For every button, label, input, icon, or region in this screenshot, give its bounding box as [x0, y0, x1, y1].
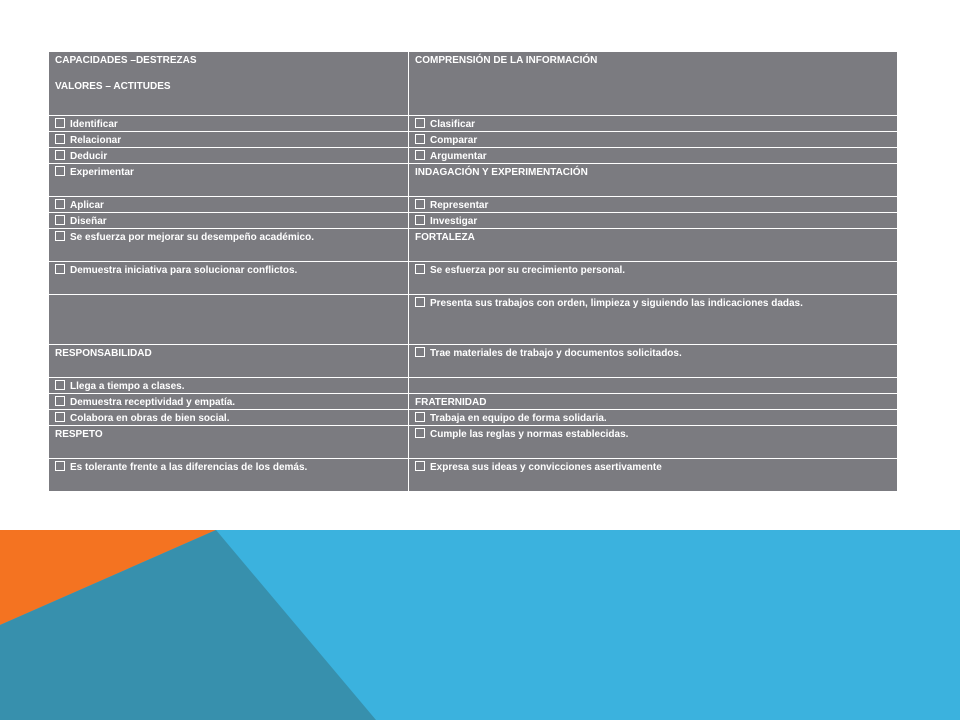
checkbox-bullet-icon — [415, 412, 425, 422]
table-cell-right — [409, 262, 898, 295]
cell-text: Identificar — [70, 119, 118, 130]
table-row — [49, 132, 898, 148]
checkbox-bullet-icon — [415, 347, 425, 357]
table-row — [49, 213, 898, 229]
table-cell-left — [49, 378, 409, 394]
cell-text: Trae materiales de trabajo y documentos solicitados. — [430, 348, 682, 359]
cell-text: Se esfuerza por mejorar su desempeño académico. — [70, 232, 314, 243]
cell-text: Investigar — [430, 216, 478, 227]
checkbox-bullet-icon — [415, 297, 425, 307]
table-cell-left — [49, 132, 409, 148]
checkbox-bullet-icon — [55, 380, 65, 390]
checkbox-bullet-icon — [55, 264, 65, 274]
table-cell-right — [409, 132, 898, 148]
table-cell-left — [49, 426, 409, 459]
cell-text: Representar — [430, 200, 489, 211]
cell-text: Relacionar — [70, 135, 122, 146]
table-cell-left — [49, 295, 409, 345]
cell-text: Clasificar — [430, 119, 476, 130]
table-cell-right — [409, 345, 898, 378]
table-cell-left — [49, 345, 409, 378]
cell-text: Demuestra receptividad y empatía. — [70, 397, 236, 408]
decorative-bottom-band — [0, 530, 960, 720]
cell-text: FORTALEZA — [415, 232, 475, 243]
table-row — [49, 295, 898, 345]
table-cell-right — [409, 116, 898, 132]
cell-text: Expresa sus ideas y convicciones asertivamente — [430, 462, 662, 473]
table-cell-right — [409, 295, 898, 345]
checkbox-bullet-icon — [415, 199, 425, 209]
cell-text: RESPETO — [55, 429, 103, 440]
table-cell-left — [49, 394, 409, 410]
checkbox-bullet-icon — [55, 412, 65, 422]
table-cell-right — [409, 378, 898, 394]
cell-text: FRATERNIDAD — [415, 397, 487, 408]
cell-text: RESPONSABILIDAD — [55, 348, 152, 359]
table-row — [49, 459, 898, 492]
cell-text: Se esfuerza por su crecimiento personal. — [430, 265, 626, 276]
checkbox-bullet-icon — [415, 150, 425, 160]
checkbox-bullet-icon — [55, 396, 65, 406]
table-cell-right — [409, 164, 898, 197]
table-cell-left — [49, 459, 409, 492]
table-cell-right — [409, 197, 898, 213]
table-cell-left — [49, 148, 409, 164]
cell-text: Presenta sus trabajos con orden, limpieza y siguiendo las indicaciones dadas. — [430, 298, 803, 309]
checkbox-bullet-icon — [55, 150, 65, 160]
checkbox-bullet-icon — [415, 134, 425, 144]
cell-text: Experimentar — [70, 167, 134, 178]
checkbox-bullet-icon — [55, 461, 65, 471]
table-cell-left — [49, 116, 409, 132]
table-cell-right — [409, 410, 898, 426]
table-row — [49, 345, 898, 378]
checkbox-bullet-icon — [55, 134, 65, 144]
table-cell-right — [409, 148, 898, 164]
cell-text: Diseñar — [70, 216, 107, 227]
table-row — [49, 148, 898, 164]
cell-text: Trabaja en equipo de forma solidaria. — [430, 413, 607, 424]
table-cell-left — [49, 410, 409, 426]
table-row — [49, 197, 898, 213]
checkbox-bullet-icon — [55, 166, 65, 176]
checkbox-bullet-icon — [415, 428, 425, 438]
header-cell-capacities — [49, 52, 409, 116]
cell-text: INDAGACIÓN Y EXPERIMENTACIÓN — [415, 167, 588, 178]
table-cell-right — [409, 229, 898, 262]
cell-text: Demuestra iniciativa para solucionar conflictos. — [70, 265, 298, 276]
cell-text: Aplicar — [70, 200, 104, 211]
table-cell-right — [409, 426, 898, 459]
table-cell-left — [49, 213, 409, 229]
header-comprehension-label: COMPRENSIÓN DE LA INFORMACIÓN — [415, 55, 598, 66]
checkbox-bullet-icon — [55, 199, 65, 209]
table-row — [49, 229, 898, 262]
table-header-row — [49, 52, 898, 116]
table-cell-right — [409, 459, 898, 492]
table-row — [49, 164, 898, 197]
cell-text: Argumentar — [430, 151, 487, 162]
table-row — [49, 394, 898, 410]
table-row — [49, 410, 898, 426]
table-row — [49, 378, 898, 394]
table-row — [49, 262, 898, 295]
table-cell-right — [409, 213, 898, 229]
cell-text: Llega a tiempo a clases. — [70, 381, 185, 392]
table-cell-left — [49, 262, 409, 295]
cell-text: Cumple las reglas y normas establecidas. — [430, 429, 629, 440]
table-cell-left — [49, 164, 409, 197]
cell-text: Deducir — [70, 151, 108, 162]
checkbox-bullet-icon — [415, 215, 425, 225]
skills-values-table — [48, 51, 898, 492]
checkbox-bullet-icon — [415, 118, 425, 128]
header-values-label: VALORES – ACTITUDES — [55, 81, 171, 92]
checkbox-bullet-icon — [415, 264, 425, 274]
cell-text: Colabora en obras de bien social. — [70, 413, 230, 424]
table-cell-left — [49, 229, 409, 262]
checkbox-bullet-icon — [55, 231, 65, 241]
cell-text: Comparar — [430, 135, 478, 146]
table-cell-left — [49, 197, 409, 213]
header-capacities-label: CAPACIDADES –DESTREZAS — [55, 55, 197, 66]
checkbox-bullet-icon — [55, 118, 65, 128]
cell-text: Es tolerante frente a las diferencias de los demás. — [70, 462, 308, 473]
checkbox-bullet-icon — [415, 461, 425, 471]
header-cell-comprehension — [409, 52, 898, 116]
table-row — [49, 116, 898, 132]
checkbox-bullet-icon — [55, 215, 65, 225]
table-row — [49, 426, 898, 459]
table-cell-right — [409, 394, 898, 410]
